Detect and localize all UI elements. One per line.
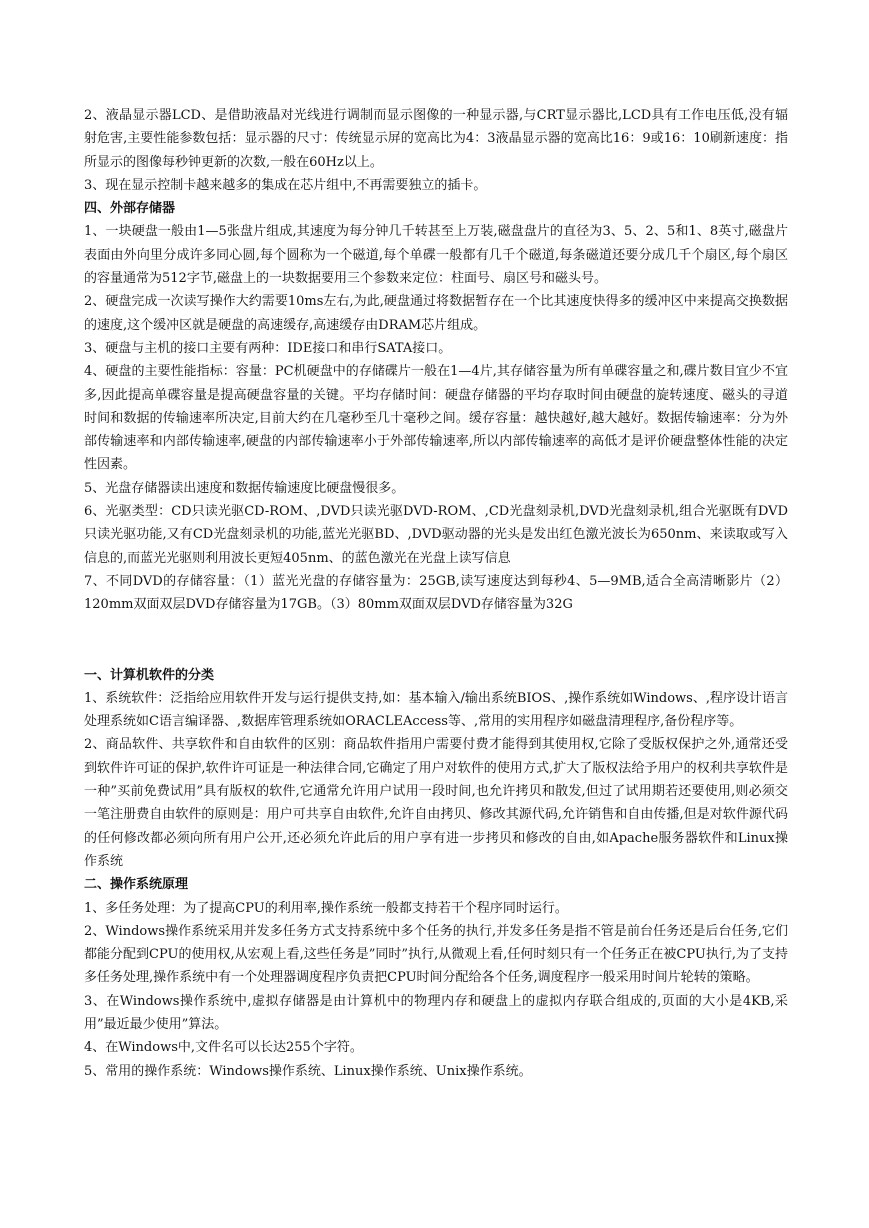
paragraph-optical-speed: 5、光盘存储器读出速度和数据传输速度比硬盘慢很多。: [84, 480, 405, 496]
paragraph-display-card: 3、现在显示控制卡越来越多的集成在芯片组中,不再需要独立的插卡。: [84, 177, 487, 193]
paragraph-software-licensing: 2、商品软件、共享软件和自由软件的区别：商品软件指用户需要付费才能得到其使用权,它除了受版权保护之外,通常还受到软件许可证的保护,软件许可证是一种法律合同,它确定了用户对软件的使用方式,扩大了版权法给予用户的权利共享软件是一种”买前免费试用”具有版权的软件,它通常允许用户试用一段时间,也允许拷贝和散发,但过了试用期若还要使用,则必须交一笔注册费自由软件的原则是：用户可共享自由软件,允许自由拷贝、修改其源代码,允许销售和自由传播,但是对软件源代码的任何修改都必须向所有用户公开,还必须允许此后的用户享有进一步拷贝和修改的自由,如Apache服务器软件和Linux操作系统: [84, 737, 788, 869]
section-gap: [84, 617, 788, 664]
paragraph-windows-concurrency: 2、Windows操作系统采用并发多任务方式支持系统中多个任务的执行,并发多任务是指不管是前台任务还是后台任务,它们都能分配到CPU的使用权,从宏观上看,这些任务是”同时”执行,从微观上看,任何时刻只有一个任务正在被CPU执行,为了支持多任务处理,操作系统中有一个处理器调度程序负责把CPU时间分配给各个任务,调度程序一般采用时间片轮转的策略。: [84, 923, 788, 986]
paragraph-dvd-capacity: 7、不同DVD的存储容量：（1）蓝光光盘的存储容量为：25GB,读写速度达到每秒4、5—9MB,适合全高清晰影片（2）120mm双面双层DVD存储容量为17GB。（3）80mm双面双层DVD存储容量为32G: [84, 573, 788, 613]
document-page: [84, 104, 788, 1083]
paragraph-optical-types: 6、光驱类型：CD只读光驱CD-ROM、,DVD只读光驱DVD-ROM、,CD光盘刻录机,DVD光盘刻录机,组合光驱既有DVD只读光驱功能,又有CD光盘刻录机的功能,蓝光光驱BD、,DVD驱动器的光头是发出红色激光波长为650nm、来读取或写入信息的,而蓝光光驱则利用波长更短405nm、的蓝色激光在光盘上读写信息: [84, 504, 788, 566]
paragraph-common-os: 5、常用的操作系统：Windows操作系统、Linux操作系统、Unix操作系统。: [84, 1063, 532, 1079]
paragraph-hdd-interface: 3、硬盘与主机的接口主要有两种：IDE接口和串行SATA接口。: [84, 340, 452, 356]
paragraph-hdd-performance: 4、硬盘的主要性能指标：容量：PC机硬盘中的存储碟片一般在1—4片,其存储容量为所有单碟容量之和,碟片数目宜少不宜多,因此提高单碟容量是提高硬盘容量的关键。平均存储时间：硬盘存储器的平均存取时间由硬盘的旋转速度、磁头的寻道时间和数据的传输速率所决定,目前大约在几毫秒至几十毫秒之间。缓存容量：越快越好,越大越好。数据传输速率：分为外部传输速率和内部传输速率,硬盘的内部传输速率小于外部传输速率,所以内部传输速率的高低才是评价硬盘整体性能的决定性因素。: [84, 364, 788, 473]
paragraph-filename-length: 4、在Windows中,文件名可以长达255个字符。: [84, 1040, 363, 1056]
paragraph-hdd-cache: 2、硬盘完成一次读写操作大约需要10ms左右,为此,硬盘通过将数据暂存在一个比其速度快得多的缓冲区中来提高交换数据的速度,这个缓冲区就是硬盘的高速缓存,高速缓存由DRAM芯片组成。: [84, 294, 788, 333]
paragraph-virtual-memory: 3、在Windows操作系统中,虚拟存储器是由计算机中的物理内存和硬盘上的虚拟内存联合组成的,页面的大小是4KB,采用”最近最少使用”算法。: [84, 993, 788, 1032]
heading-os-principles: 二、操作系统原理: [84, 877, 189, 893]
paragraph-hdd-structure: 1、一块硬盘一般由1—5张盘片组成,其速度为每分钟几千转甚至上万装,磁盘盘片的直径为3、5、2、5和1、8英寸,磁盘片表面由外向里分成许多同心圆,每个圆称为一个磁道,每个单碟一般都有几千个磁道,每条磁道还要分成几千个扇区,每个扇区的容量通常为512字节,磁盘上的一块数据要用三个参数来定位：柱面号、扇区号和磁头号。: [84, 224, 788, 287]
paragraph-multitasking: 1、多任务处理：为了提高CPU的利用率,操作系统一般都支持若干个程序同时运行。: [84, 900, 568, 916]
heading-software-classification: 一、计算机软件的分类: [84, 667, 215, 683]
heading-external-storage: 四、外部存储器: [84, 201, 176, 217]
paragraph-lcd: 2、液晶显示器LCD、是借助液晶对光线进行调制而显示图像的一种显示器,与CRT显示器比,LCD具有工作电压低,没有辐射危害,主要性能参数包括：显示器的尺寸：传统显示屏的宽高比为4：3液晶显示器的宽高比16：9或16：10刷新速度：指所显示的图像每秒钟更新的次数,一般在60Hz以上。: [84, 108, 788, 170]
paragraph-system-software: 1、系统软件：泛指给应用软件开发与运行提供支持,如：基本输入/输出系统BIOS、,操作系统如Windows、,程序设计语言处理系统如C语言编译器、,数据库管理系统如ORACLEAccess等、,常用的实用程序如磁盘清理程序,备份程序等。: [84, 690, 788, 730]
